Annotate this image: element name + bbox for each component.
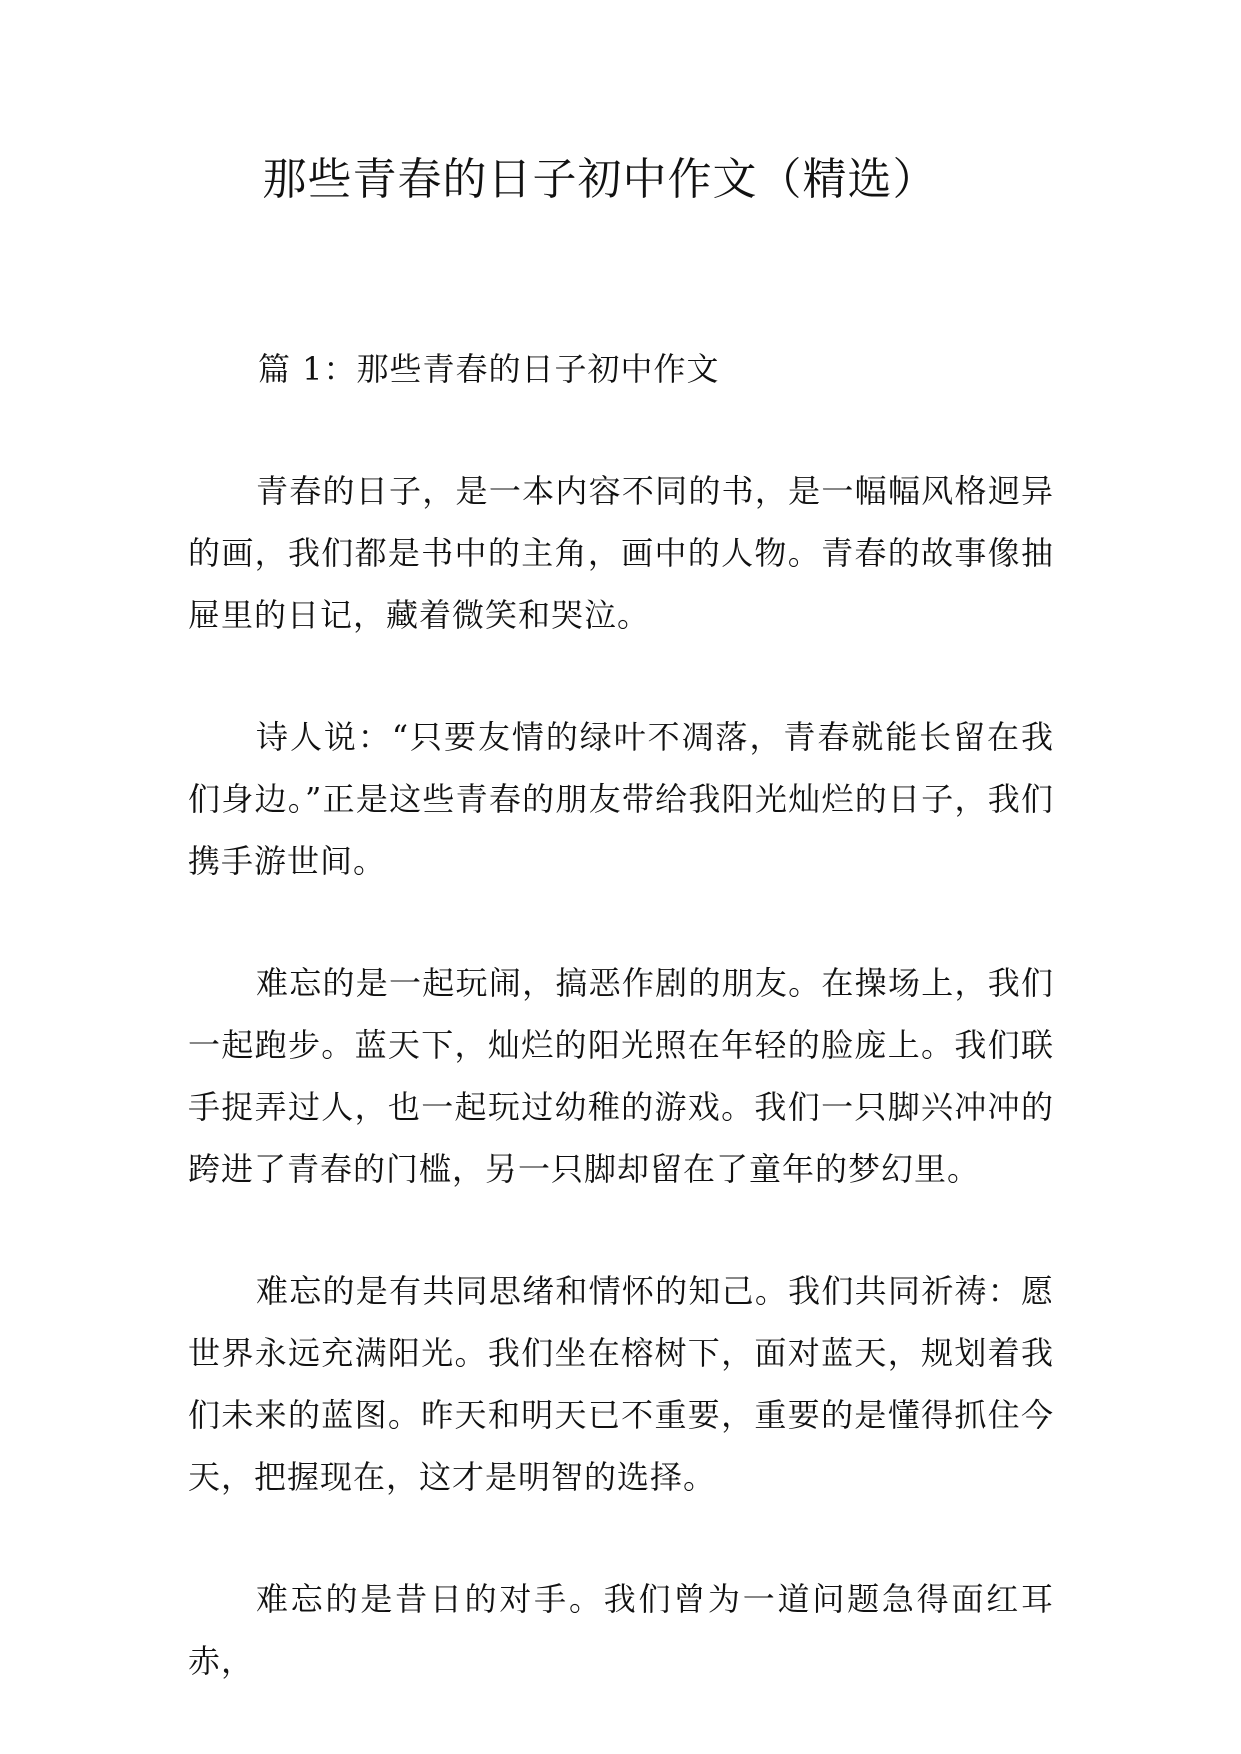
paragraph-5: 难忘的是昔日的对手。我们曾为一道问题急得面红耳赤， [188,1580,1054,1680]
paragraph-3: 难忘的是一起玩闹，搞恶作剧的朋友。在操场上，我们一起跑步。蓝天下，灿烂的阳光照在年轻的脸庞上。我们联手捉弄过人，也一起玩过幼稚的游戏。我们一只脚兴冲冲的跨进了青春的门槛，另一只脚却留在了童年的梦幻里。 [188,964,1054,1188]
section-heading: 篇 1：那些青春的日子初中作文 [258,350,720,388]
paragraph-2: 诗人说：“只要友情的绿叶不凋落，青春就能长留在我们身边。”正是这些青春的朋友带给我阳光灿烂的日子，我们携手游世间。 [188,718,1054,880]
document-title: 那些青春的日子初中作文（精选） [262,154,938,205]
paragraph-1: 青春的日子，是一本内容不同的书，是一幅幅风格迥异的画，我们都是书中的主角，画中的人物。青春的故事像抽屉里的日记，藏着微笑和哭泣。 [188,472,1054,634]
paragraph-4: 难忘的是有共同思绪和情怀的知己。我们共同祈祷：愿世界永远充满阳光。我们坐在榕树下，面对蓝天，规划着我们未来的蓝图。昨天和明天已不重要，重要的是懂得抓住今天，把握现在，这才是明智的选择。 [188,1272,1054,1496]
document-body [188,338,1054,1752]
